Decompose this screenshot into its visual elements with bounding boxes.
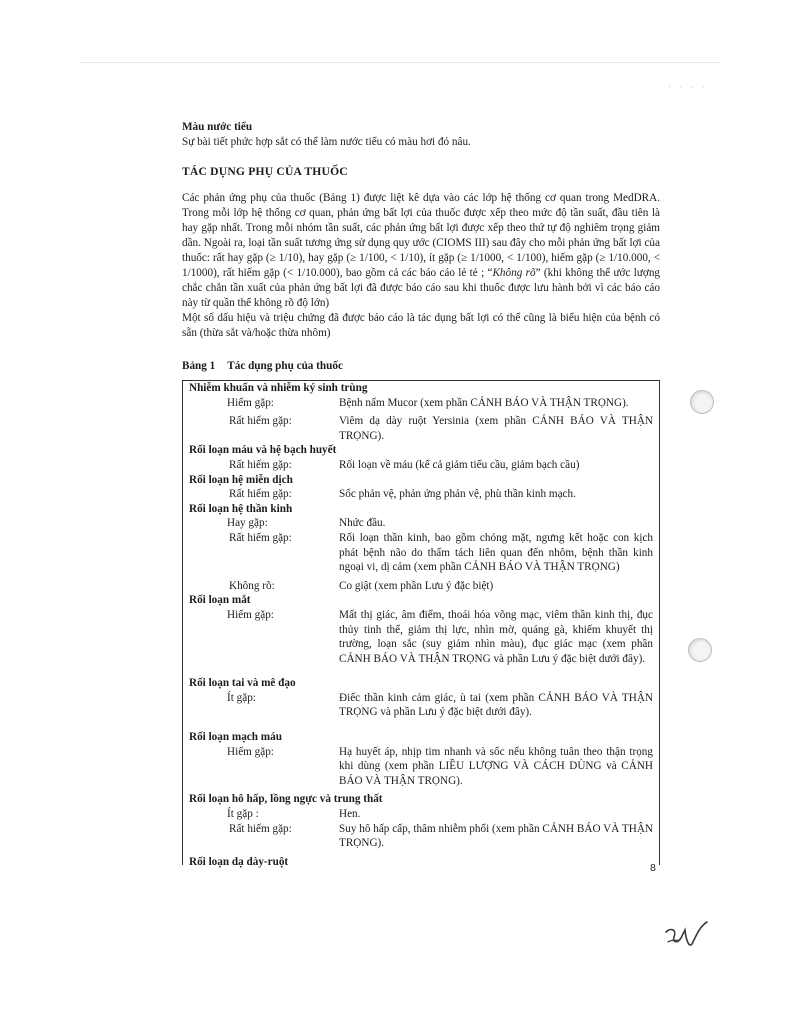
- table-row: Hiếm gặp: Bệnh nấm Mucor (xem phần CẢNH BÁO VÀ THẬN TRỌNG).: [227, 396, 629, 409]
- urine-color-heading: Màu nước tiểu: [182, 121, 253, 133]
- table-caption-label: Bảng 1: [182, 360, 216, 372]
- table-category: Rối loạn mắt: [189, 594, 251, 607]
- table-row: Rất hiếm gặp: Sốc phản vệ, phản ứng phản vệ, phù thần kinh mạch.: [229, 488, 576, 501]
- table-row: Hay gặp: Nhức đầu.: [227, 517, 386, 530]
- table-category: Rối loạn hệ thần kinh: [189, 502, 293, 515]
- italic-term-unknown: Không rõ: [492, 267, 536, 279]
- table-caption-title: Tác dụng phụ của thuốc: [227, 360, 343, 372]
- table-row: Ít gặp : Hen.: [227, 808, 361, 821]
- table-row: Hiếm gặp: Mất thị giác, âm điểm, thoái hóa võng mạc, viêm thần kinh thị, đục thủy tinh thể, giảm thị lực, nhìn mờ, quáng gà, khiếm khuyết thị trường, loạn sắc (suy giảm nhìn màu), đục giác mạc (xem phần CẢNH BÁO VÀ THẬN TRỌNG và phần Lưu ý đặc biệt dưới đây).: [227, 608, 653, 665]
- table-row: Không rõ: Co giật (xem phần Lưu ý đặc biệt): [229, 579, 494, 592]
- table-category: Nhiễm khuẩn và nhiễm ký sinh trùng: [189, 382, 368, 394]
- table-row: Rất hiếm gặp: Rối loạn thần kinh, bao gồm chóng mặt, ngưng kết hoặc con kịch phát bệnh não do thẩm tách liên quan đến nhôm, bệnh thần kinh ngoại vi, dị cảm (xem phần CẢNH BÁO VÀ THẬN TRỌNG): [229, 531, 653, 574]
- table-row: Rất hiếm gặp: Rối loạn về máu (kể cả giảm tiểu cầu, giảm bạch cầu): [229, 458, 580, 471]
- table-category: Rối loạn hệ miễn dịch: [189, 473, 293, 486]
- side-effects-paragraph-1: Các phản ứng phụ của thuốc (Bảng 1) được liệt kê dựa vào các lớp hệ thống cơ quan trong MedDRA. Trong mỗi lớp hệ thống cơ quan, phản ứng bất lợi của thuốc được xếp theo mức độ tần suất, đầu tiên là hay gặp nhất. Trong mỗi nhóm tần suất, các phản ứng bất lợi được xếp theo thứ tự độ nghiêm trọng giảm dần. Ngoài ra, loại tần suất tương ứng sử dụng quy ước (CIOMS III) sau đây cho mỗi phản ứng bất lợi của thuốc: rất hay gặp (≥ 1/10), hay gặp (≥ 1/100, < 1/10), ít gặp (≥ 1/1000, < 1/100), hiếm gặp (≥ 1/10.000, < 1/1000), rất hiếm gặp (< 1/10.000), bao gồm cả các báo cáo lẻ tẻ ; “Không rõ” (khi không thể ước lượng chắc chắn tần xuất của phản ứng bất lợi đã được báo cáo sau khi thuốc được lưu hành bởi vì các báo cáo này từ quần thể không rõ độ lớn): [182, 192, 661, 309]
- side-effects-paragraph-2: Một số dấu hiệu và triệu chứng đã được báo cáo là tác dụng bất lợi có thể cũng là biểu hiện của bệnh có sẵn (thừa sắt và/hoặc thừa nhôm): [182, 312, 660, 339]
- table-row: Ít gặp: Điếc thần kinh cảm giác, ù tai (xem phần CẢNH BÁO VÀ THẬN TRỌNG và phần Lưu ý đặc biệt dưới đây).: [227, 691, 653, 719]
- table-category: Rối loạn mạch máu: [189, 731, 282, 744]
- table-row: Rất hiếm gặp: Viêm dạ dày ruột Yersinia (xem phần CẢNH BÁO VÀ THẬN TRỌNG).: [229, 415, 653, 442]
- table-row: Rất hiếm gặp: Suy hô hấp cấp, thâm nhiễm phổi (xem phần CẢNH BÁO VÀ THẬN TRỌNG).: [229, 822, 653, 850]
- scan-specks: · · · ·: [668, 82, 708, 92]
- side-effects-table: [182, 380, 660, 868]
- document-body: [182, 120, 660, 390]
- scan-top-line: [80, 62, 720, 63]
- table-category: Rối loạn máu và hệ bạch huyết: [189, 444, 337, 457]
- punch-hole-top: [690, 390, 714, 414]
- urine-color-text: Sự bài tiết phức hợp sắt có thể làm nước tiểu có màu hơi đỏ nâu.: [182, 136, 471, 148]
- punch-hole-bottom: [688, 638, 712, 662]
- side-effects-heading: TÁC DỤNG PHỤ CỦA THUỐC: [182, 165, 348, 178]
- table-caption: [182, 359, 660, 374]
- table-category: Rối loạn dạ dày-ruột: [189, 855, 289, 868]
- table-category: Rối loạn tai và mê đạo: [189, 677, 296, 690]
- page-number: 8: [650, 862, 656, 874]
- handwritten-initials: [662, 918, 714, 954]
- table-category: Rối loạn hô hấp, lồng ngực và trung thất: [189, 793, 383, 806]
- table-row: Hiếm gặp: Hạ huyết áp, nhịp tim nhanh và sốc nếu không tuân theo thận trọng khi dùng (xem phần LIỀU LƯỢNG VÀ CÁCH DÙNG và CẢNH BÁO VÀ THẬN TRỌNG).: [227, 745, 653, 787]
